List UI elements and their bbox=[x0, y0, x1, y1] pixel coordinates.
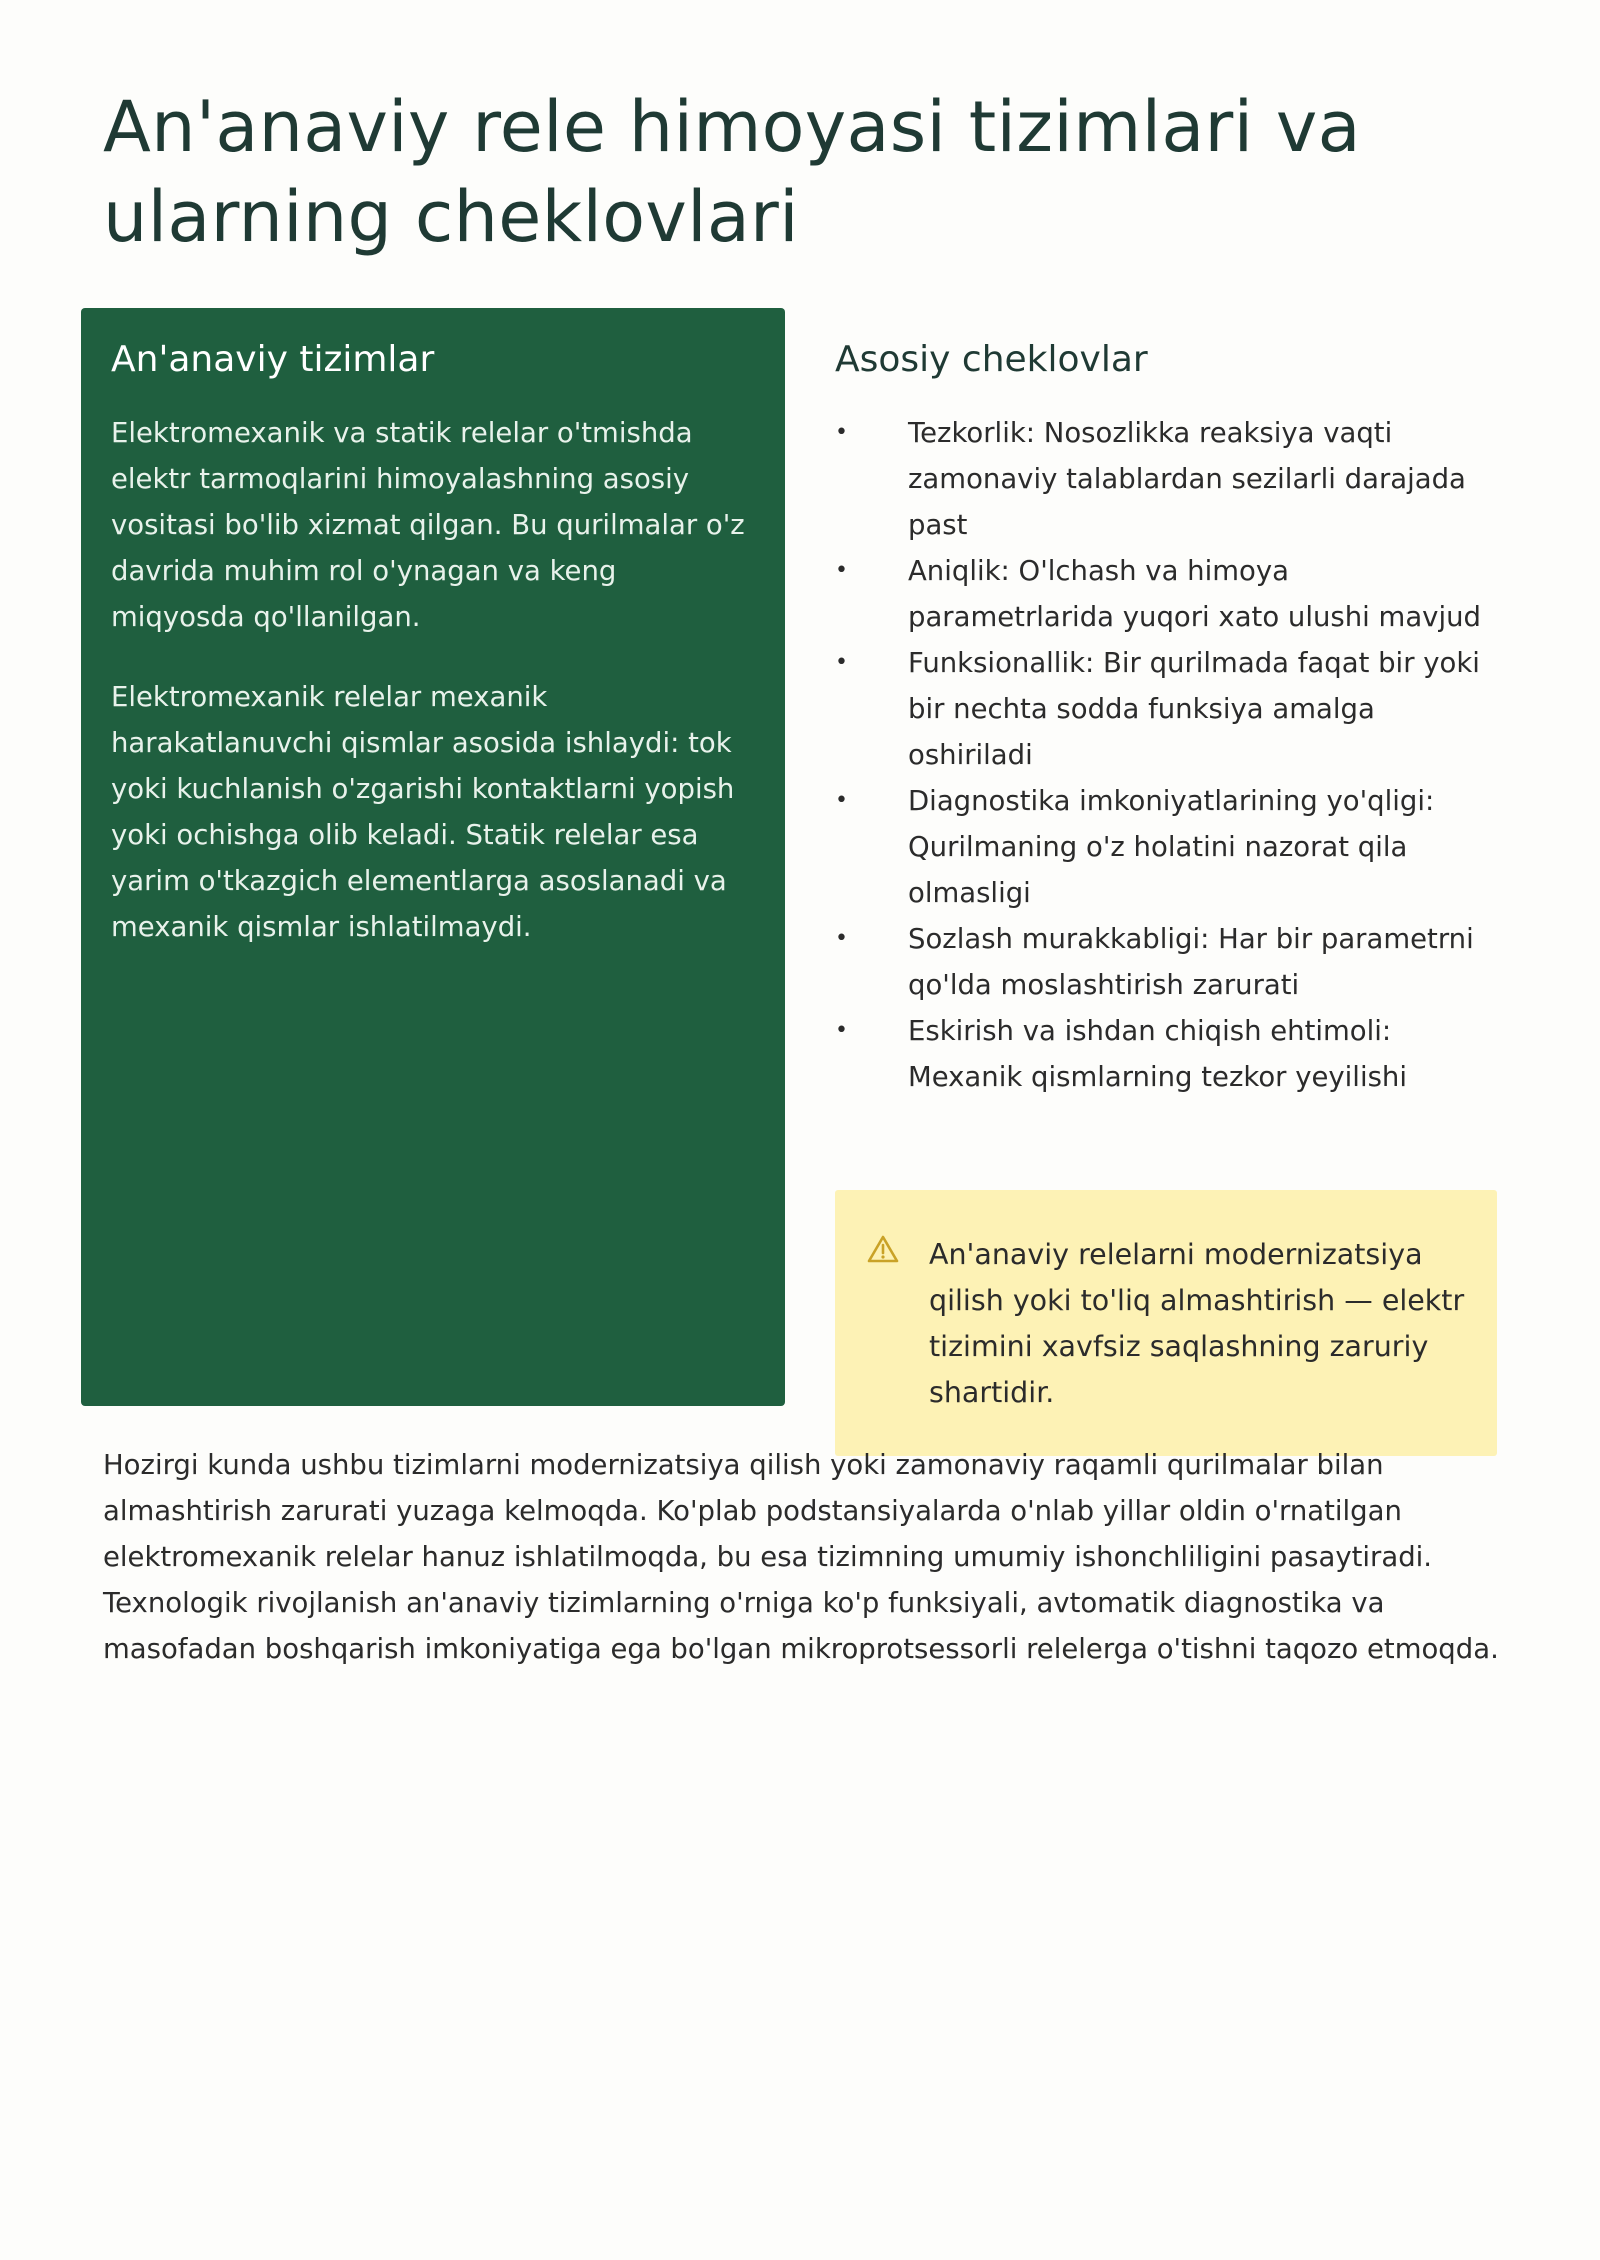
limitation-text: Sozlash murakkabligi: Har bir parametrni qo'lda moslashtirish zarurati bbox=[908, 923, 1474, 1001]
warning-icon bbox=[867, 1234, 899, 1264]
limitation-text: Aniqlik: O'lchash va himoya parametrlarida yuqori xato ulushi mavjud bbox=[908, 555, 1481, 633]
limitation-text: Diagnostika imkoniyatlarining yo'qligi: Qurilmaning o'z holatini nazorat qila olmasligi bbox=[908, 785, 1435, 909]
limitation-item bbox=[835, 778, 1501, 916]
limitation-item bbox=[835, 1008, 1501, 1100]
limitations-heading: Asosiy cheklovlar bbox=[835, 339, 1148, 380]
bullet-icon: • bbox=[835, 926, 848, 951]
warning-note bbox=[835, 1190, 1497, 1456]
limitation-text: Eskirish va ishdan chiqish ehtimoli: Mexanik qismlarning tezkor yeyilishi bbox=[908, 1015, 1407, 1093]
limitation-item bbox=[835, 410, 1501, 548]
bullet-icon: • bbox=[835, 1018, 848, 1043]
content-columns bbox=[81, 308, 1501, 1409]
limitation-item bbox=[835, 548, 1501, 640]
page-title: An'anaviy rele himoyasi tizimlari va ularning cheklovlari bbox=[103, 86, 1361, 258]
traditional-systems-heading: An'anaviy tizimlar bbox=[111, 339, 435, 380]
limitation-item bbox=[835, 640, 1501, 778]
page bbox=[103, 82, 1499, 1665]
traditional-paragraph: Elektromexanik va statik relelar o'tmishda elektr tarmoqlarini himoyalashning asosiy vositasi bo'lib xizmat qilgan. Bu qurilmalar o'z davrida muhim rol o'ynagan va keng miqyosda qo'llanilgan. bbox=[111, 417, 745, 633]
bullet-icon: • bbox=[835, 650, 848, 675]
limitations-section bbox=[835, 336, 1501, 1100]
traditional-systems-panel bbox=[81, 308, 785, 1406]
traditional-paragraph: Elektromexanik relelar mexanik harakatlanuvchi qismlar asosida ishlaydi: tok yoki kuchlanish o'zgarishi kontaktlarni yopish yoki ochishga olib keladi. Statik relelar esa yarim o'tkazgich elementlarga asoslanadi va mexanik qismlar ishlatilmaydi. bbox=[111, 681, 735, 943]
limitation-item bbox=[835, 916, 1501, 1008]
summary-paragraph: Hozirgi kunda ushbu tizimlarni modernizatsiya qilish yoki zamonaviy raqamli qurilmalar bilan almashtirish zarurati yuzaga kelmoqda. Ko'plab podstansiyalarda o'nlab yillar oldin o'rnatilgan elektromexanik relelar hanuz ishlatilmoqda, bu esa tizimning umumiy ishonchliligini pasaytiradi. Texnologik rivojlanish an'anaviy tizimlarning o'rniga ko'p funksiyali, avtomatik diagnostika va masofadan boshqarish imkoniyatiga ega bo'lgan mikroprotsessorli relelerga o'tishni taqozo etmoqda. bbox=[103, 1449, 1499, 1665]
warning-note-text: An'anaviy relelarni modernizatsiya qilish yoki to'liq almashtirish — elektr tizimini xavfsiz saqlashning zaruriy shartidir. bbox=[929, 1238, 1465, 1409]
limitations-list bbox=[835, 410, 1501, 1100]
bullet-icon: • bbox=[835, 788, 848, 813]
bullet-icon: • bbox=[835, 420, 848, 445]
limitation-text: Tezkorlik: Nosozlikka reaksiya vaqti zamonaviy talablardan sezilarli darajada past bbox=[908, 417, 1466, 541]
limitation-text: Funksionallik: Bir qurilmada faqat bir yoki bir nechta sodda funksiya amalga oshiriladi bbox=[908, 647, 1480, 771]
bullet-icon: • bbox=[835, 558, 848, 583]
